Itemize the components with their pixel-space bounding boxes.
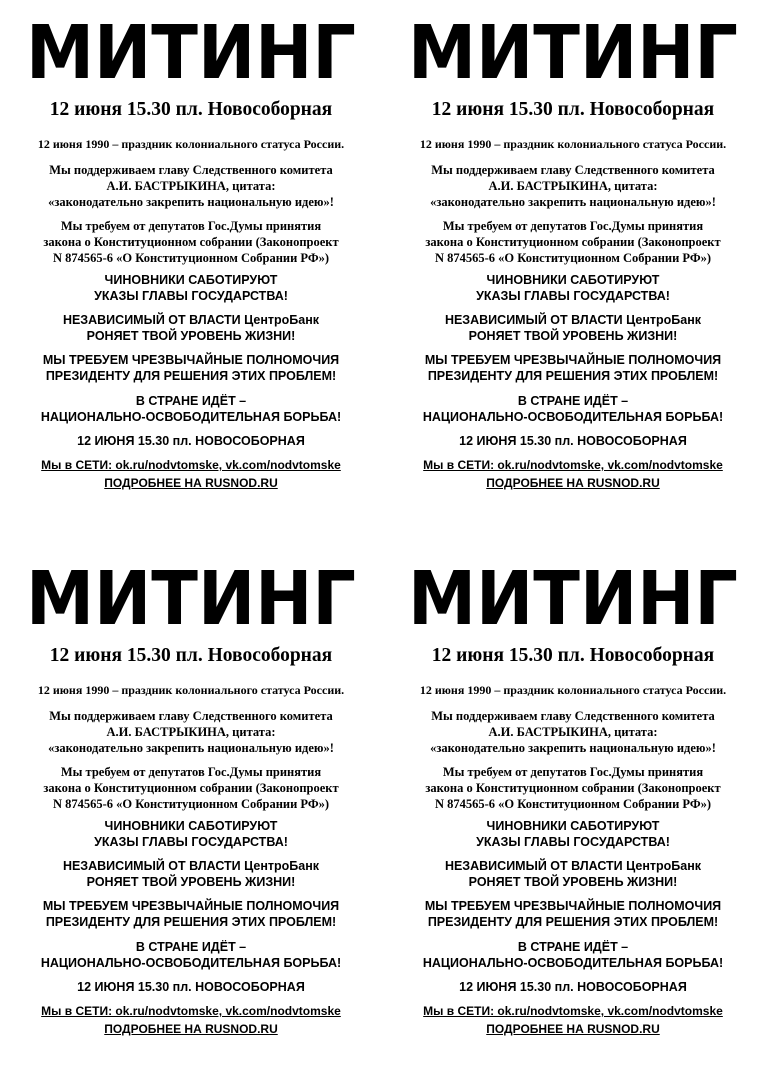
text-line: А.И. БАСТРЫКИНА, цитата: (106, 179, 276, 193)
text-line: ПРЕЗИДЕНТУ ДЛЯ РЕШЕНИЯ ЭТИХ ПРОБЛЕМ! (45, 915, 337, 929)
paragraph-holiday: 12 июня 1990 – праздник колониального статуса России. (37, 683, 345, 697)
text-line: МЫ ТРЕБУЕМ ЧРЕЗВЫЧАЙНЫЕ ПОЛНОМОЧИЯ (42, 899, 340, 913)
text-line: Мы поддерживаем главу Следственного комитета (49, 709, 333, 723)
headline: 12 июня 15.30 пл. Новособорная (49, 99, 333, 120)
paragraph-date-place: 12 ИЮНЯ 15.30 пл. НОВОСОБОРНАЯ (77, 980, 305, 994)
text-line: А.И. БАСТРЫКИНА, цитата: (488, 179, 658, 193)
text-line: УКАЗЫ ГЛАВЫ ГОСУДАРСТВА! (476, 835, 670, 849)
links-block (0, 1002, 382, 1038)
flyer-top-right (382, 0, 764, 540)
paragraph-demand-law (0, 218, 382, 266)
social-links[interactable]: Мы в СЕТИ: ok.ru/nodvtomske, vk.com/nodvtomske (423, 458, 723, 472)
text-line: НАЦИОНАЛЬНО-ОСВОБОДИТЕЛЬНАЯ БОРЬБА! (40, 956, 342, 970)
text-line: НЕЗАВИСИМЫЙ ОТ ВЛАСТИ ЦентроБанк (62, 313, 320, 327)
text-line: МЫ ТРЕБУЕМ ЧРЕЗВЫЧАЙНЫЕ ПОЛНОМОЧИЯ (424, 899, 722, 913)
headline: 12 июня 15.30 пл. Новособорная (49, 645, 333, 666)
paragraph-officials (0, 272, 382, 304)
text-line: НЕЗАВИСИМЫЙ ОТ ВЛАСТИ ЦентроБанк (444, 313, 702, 327)
text-line: закона о Конституционном собрании (Законопроект (43, 781, 339, 795)
svg-text:МИТИНГ: МИТИНГ (408, 556, 738, 632)
paragraph-demand-law (382, 764, 764, 812)
paragraph-powers (0, 352, 382, 384)
text-line: ЧИНОВНИКИ САБОТИРУЮТ (104, 819, 278, 833)
paragraph-holiday: 12 июня 1990 – праздник колониального статуса России. (37, 137, 345, 151)
social-links[interactable]: Мы в СЕТИ: ok.ru/nodvtomske, vk.com/nodvtomske (41, 458, 341, 472)
text-line: МЫ ТРЕБУЕМ ЧРЕЗВЫЧАЙНЫЕ ПОЛНОМОЧИЯ (424, 353, 722, 367)
paragraph-holiday: 12 июня 1990 – праздник колониального статуса России. (419, 137, 727, 151)
paragraph-officials (0, 818, 382, 850)
text-line: Мы требуем от депутатов Гос.Думы принятия (442, 765, 704, 779)
text-line: УКАЗЫ ГЛАВЫ ГОСУДАРСТВА! (476, 289, 670, 303)
social-links[interactable]: Мы в СЕТИ: ok.ru/nodvtomske, vk.com/nodvtomske (423, 1004, 723, 1018)
paragraph-powers (382, 898, 764, 930)
paragraph-support (0, 708, 382, 756)
paragraph-central-bank (382, 858, 764, 890)
headline: 12 июня 15.30 пл. Новособорная (431, 99, 715, 120)
text-line: Мы требуем от депутатов Гос.Думы принятия (442, 219, 704, 233)
text-line: ЧИНОВНИКИ САБОТИРУЮТ (486, 273, 660, 287)
links-block (382, 456, 764, 492)
text-line: ПРЕЗИДЕНТУ ДЛЯ РЕШЕНИЯ ЭТИХ ПРОБЛЕМ! (427, 369, 719, 383)
headline: 12 июня 15.30 пл. Новособорная (431, 645, 715, 666)
paragraph-support (0, 162, 382, 210)
flyer-top-left (0, 0, 382, 540)
paragraph-struggle (382, 939, 764, 971)
paragraph-date-place: 12 ИЮНЯ 15.30 пл. НОВОСОБОРНАЯ (77, 434, 305, 448)
text-line: «законодательно закрепить национальную идею»! (430, 195, 716, 209)
website-link[interactable]: ПОДРОБНЕЕ НА RUSNOD.RU (104, 476, 278, 490)
text-line: N 874565-6 «О Конституционном Собрании РФ») (52, 797, 330, 811)
paragraph-powers (382, 352, 764, 384)
paragraph-date-place: 12 ИЮНЯ 15.30 пл. НОВОСОБОРНАЯ (459, 434, 687, 448)
paragraph-struggle (382, 393, 764, 425)
text-line: РОНЯЕТ ТВОЙ УРОВЕНЬ ЖИЗНИ! (86, 329, 296, 343)
text-line: РОНЯЕТ ТВОЙ УРОВЕНЬ ЖИЗНИ! (86, 875, 296, 889)
text-line: Мы поддерживаем главу Следственного комитета (49, 163, 333, 177)
paragraph-struggle (0, 393, 382, 425)
text-line: «законодательно закрепить национальную идею»! (48, 195, 334, 209)
links-block (382, 1002, 764, 1038)
website-link[interactable]: ПОДРОБНЕЕ НА RUSNOD.RU (486, 476, 660, 490)
paragraph-demand-law (382, 218, 764, 266)
text-line: РОНЯЕТ ТВОЙ УРОВЕНЬ ЖИЗНИ! (468, 329, 678, 343)
text-line: N 874565-6 «О Конституционном Собрании РФ») (52, 251, 330, 265)
paragraph-central-bank (0, 858, 382, 890)
text-line: НАЦИОНАЛЬНО-ОСВОБОДИТЕЛЬНАЯ БОРЬБА! (422, 410, 724, 424)
svg-text:МИТИНГ: МИТИНГ (26, 556, 356, 632)
paragraph-powers (0, 898, 382, 930)
paragraph-central-bank (0, 312, 382, 344)
text-line: В СТРАНЕ ИДЁТ – (135, 940, 247, 954)
paragraph-holiday: 12 июня 1990 – праздник колониального статуса России. (419, 683, 727, 697)
text-line: Мы поддерживаем главу Следственного комитета (431, 163, 715, 177)
text-line: УКАЗЫ ГЛАВЫ ГОСУДАРСТВА! (94, 835, 288, 849)
text-line: Мы требуем от депутатов Гос.Думы принятия (60, 765, 322, 779)
text-line: ЧИНОВНИКИ САБОТИРУЮТ (486, 819, 660, 833)
text-line: закона о Конституционном собрании (Законопроект (425, 235, 721, 249)
website-link[interactable]: ПОДРОБНЕЕ НА RUSNOD.RU (104, 1022, 278, 1036)
text-line: НАЦИОНАЛЬНО-ОСВОБОДИТЕЛЬНАЯ БОРЬБА! (40, 410, 342, 424)
paragraph-support (382, 708, 764, 756)
paragraph-central-bank (382, 312, 764, 344)
svg-text:МИТИНГ: МИТИНГ (26, 10, 356, 86)
text-line: НЕЗАВИСИМЫЙ ОТ ВЛАСТИ ЦентроБанк (62, 859, 320, 873)
text-line: Мы поддерживаем главу Следственного комитета (431, 709, 715, 723)
text-line: ПРЕЗИДЕНТУ ДЛЯ РЕШЕНИЯ ЭТИХ ПРОБЛЕМ! (427, 915, 719, 929)
paragraph-officials (382, 818, 764, 850)
text-line: НАЦИОНАЛЬНО-ОСВОБОДИТЕЛЬНАЯ БОРЬБА! (422, 956, 724, 970)
text-line: N 874565-6 «О Конституционном Собрании РФ») (434, 797, 712, 811)
text-line: закона о Конституционном собрании (Законопроект (425, 781, 721, 795)
text-line: Мы требуем от депутатов Гос.Думы принятия (60, 219, 322, 233)
paragraph-officials (382, 272, 764, 304)
links-block (0, 456, 382, 492)
banner-title (0, 6, 382, 86)
website-link[interactable]: ПОДРОБНЕЕ НА RUSNOD.RU (486, 1022, 660, 1036)
text-line: А.И. БАСТРЫКИНА, цитата: (106, 725, 276, 739)
paragraph-demand-law (0, 764, 382, 812)
flyer-bottom-left (0, 546, 382, 1086)
text-line: В СТРАНЕ ИДЁТ – (517, 394, 629, 408)
banner-title (382, 552, 764, 632)
text-line: А.И. БАСТРЫКИНА, цитата: (488, 725, 658, 739)
text-line: «законодательно закрепить национальную идею»! (430, 741, 716, 755)
text-line: УКАЗЫ ГЛАВЫ ГОСУДАРСТВА! (94, 289, 288, 303)
text-line: N 874565-6 «О Конституционном Собрании РФ») (434, 251, 712, 265)
text-line: ЧИНОВНИКИ САБОТИРУЮТ (104, 273, 278, 287)
text-line: НЕЗАВИСИМЫЙ ОТ ВЛАСТИ ЦентроБанк (444, 859, 702, 873)
banner-title (382, 6, 764, 86)
text-line: ПРЕЗИДЕНТУ ДЛЯ РЕШЕНИЯ ЭТИХ ПРОБЛЕМ! (45, 369, 337, 383)
paragraph-struggle (0, 939, 382, 971)
text-line: В СТРАНЕ ИДЁТ – (517, 940, 629, 954)
text-line: «законодательно закрепить национальную идею»! (48, 741, 334, 755)
text-line: МЫ ТРЕБУЕМ ЧРЕЗВЫЧАЙНЫЕ ПОЛНОМОЧИЯ (42, 353, 340, 367)
banner-title (0, 552, 382, 632)
social-links[interactable]: Мы в СЕТИ: ok.ru/nodvtomske, vk.com/nodvtomske (41, 1004, 341, 1018)
svg-text:МИТИНГ: МИТИНГ (408, 10, 738, 86)
paragraph-date-place: 12 ИЮНЯ 15.30 пл. НОВОСОБОРНАЯ (459, 980, 687, 994)
flyer-bottom-right (382, 546, 764, 1086)
text-line: закона о Конституционном собрании (Законопроект (43, 235, 339, 249)
paragraph-support (382, 162, 764, 210)
text-line: РОНЯЕТ ТВОЙ УРОВЕНЬ ЖИЗНИ! (468, 875, 678, 889)
text-line: В СТРАНЕ ИДЁТ – (135, 394, 247, 408)
